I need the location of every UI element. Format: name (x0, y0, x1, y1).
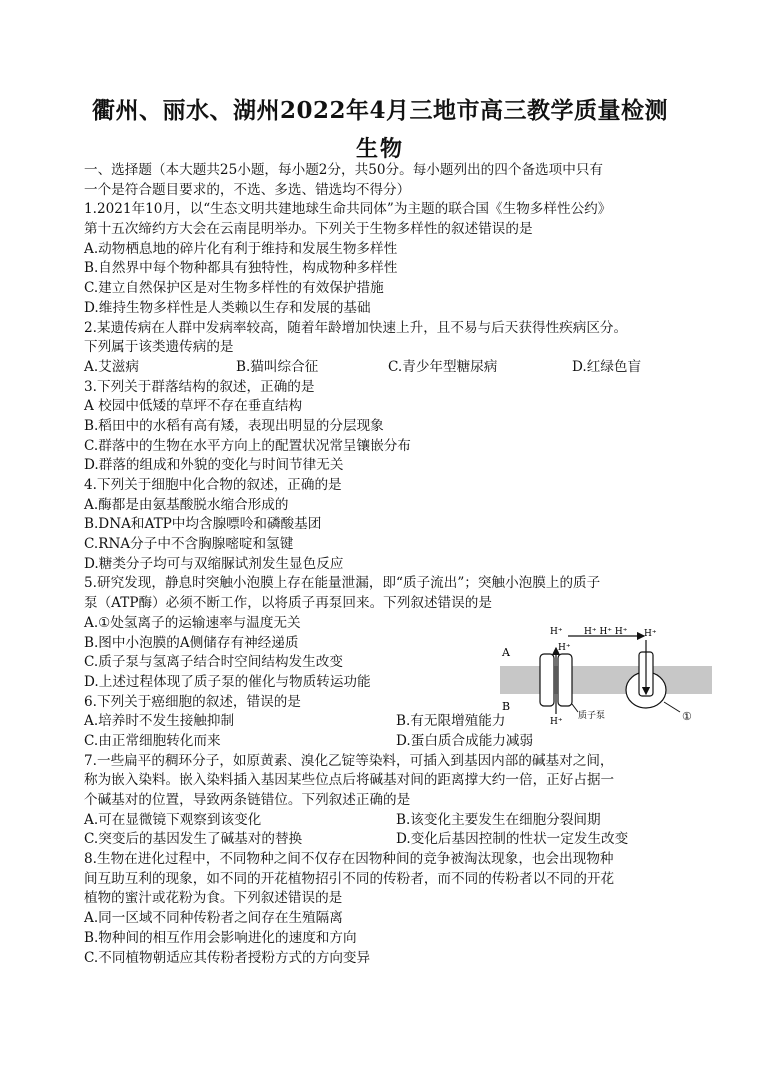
marker-leader (664, 702, 680, 712)
q1-option-c: C.建立自然保护区是对生物多样性的有效保护措施 (84, 280, 384, 297)
q7-option-b: B.该变化主要发生在细胞分裂间期 (396, 811, 601, 828)
proton-pump-left (540, 654, 554, 706)
q2-stem: 2.某遗传病在人群中发病率较高，随着年龄增加快速上升，且不易与后天获得性疾病区分。 (84, 319, 628, 336)
q5-stem: 5.研究发现，静息时突触小泡膜上存在能量泄漏，即“质子流出”；突触小泡膜上的质子 (84, 575, 601, 592)
vesicle-membrane (500, 666, 712, 694)
q3-option-c: C.群落中的生物在水平方向上的配置状况常呈镶嵌分布 (84, 437, 411, 454)
q2-option-b: B.猫叫综合征 (236, 358, 319, 375)
q6-stem: 6.下列关于癌细胞的叙述，错误的是 (84, 693, 301, 710)
section-heading: 一、选择题（本大题共25小题，每小题2分，共50分。每小题列出的四个备选项中只有 (84, 162, 604, 178)
q2-options (84, 358, 716, 378)
q8-stem: 8.生物在进化过程中，不同物种之间不仅存在因物种间的竞争被淘汰现象，也会出现物种 (84, 851, 614, 868)
q8-stem-cont: 间互助互利的现象，如不同的开花植物招引不同的传粉者，而不同的传粉者以不同的开花 (84, 870, 615, 887)
q7-options-row1 (84, 811, 716, 831)
h-ion-pump-label: H⁺ (558, 643, 571, 653)
q1-option-d: D.维持生物多样性是人类赖以生存和发展的基础 (84, 299, 371, 316)
q3-stem: 3.下列关于群落结构的叙述，正确的是 (84, 378, 315, 395)
q1-stem-cont: 第十五次缔约方大会在云南昆明举办。下列关于生物多样性的叙述错误的是 (84, 221, 533, 238)
q2-option-a: A.艾滋病 (84, 358, 139, 375)
q3-option-a: A 校园中低矮的草坪不存在垂直结构 (84, 398, 303, 415)
exam-body (84, 161, 716, 968)
marker-one-label: ① (682, 710, 692, 723)
q7-stem-cont2: 个碱基对的位置，导致两条链错位。下列叙述正确的是 (84, 792, 411, 808)
q8-option-c: C.不同植物朝适应其传粉者授粉方式的方向变异 (84, 949, 371, 966)
q7-stem: 7.一些扁平的稠环分子，如原黄素、溴化乙锭等染料，可插入到基因内部的碱基对之间， (84, 752, 614, 769)
q6-option-d: D.蛋白质合成能力减弱 (396, 732, 534, 749)
h-ion-bottom-label: H⁺ (550, 717, 563, 724)
h-ion-right-label: H⁺ (644, 629, 657, 639)
q4-option-d: D.糖类分子均可与双缩脲试剂发生显色反应 (84, 555, 344, 572)
q6-options-row2 (84, 732, 716, 752)
exam-title: 衢州、丽水、湖州2022年4月三地市高三教学质量检测 (91, 97, 669, 124)
h-ion-row-label: H⁺ H⁺ H⁺ (584, 627, 628, 637)
q7-stem-cont: 称为嵌入染料。嵌入染料插入基因某些位点后将碱基对间的距离撑大约一倍，正好占据一 (84, 772, 615, 789)
proton-pump-diagram (498, 624, 714, 724)
q7-option-a: A.可在显微镜下观察到该变化 (84, 811, 262, 828)
q3-option-b: B.稻田中的水稻有高有矮，表现出明显的分层现象 (84, 417, 384, 434)
q5-option-d: D.上述过程体现了质子泵的催化与物质转运功能 (84, 673, 371, 690)
q5-option-a: A.①处氢离子的运输速率与温度无关 (84, 614, 301, 631)
q2-option-c: C.青少年型糖尿病 (388, 358, 498, 375)
proton-pump-label: 质子泵 (578, 711, 606, 721)
q8-option-a: A.同一区域不同种传粉者之间存在生殖隔离 (84, 910, 343, 927)
q4-option-b: B.DNA和ATP中均含腺嘌呤和磷酸基团 (84, 516, 322, 533)
q4-stem: 4.下列关于细胞中化合物的叙述，正确的是 (84, 477, 342, 493)
section-heading-cont: 一个是符合题目要求的，不选、多选、错选均不得分） (84, 181, 411, 198)
q2-option-d: D.红绿色盲 (572, 358, 642, 375)
q2-stem-cont: 下列属于该类遗传病的是 (84, 339, 234, 356)
q6-option-b: B.有无限增殖能力 (396, 713, 506, 730)
q1-stem: 1.2021年10月，以“生态文明共建地球生命共同体”为主题的联合国《生物多样性公约》 (84, 201, 612, 218)
q4-option-c: C.RNA分子中不含胸腺嘧啶和氢键 (84, 536, 294, 553)
q4-option-a: A.酶都是由氨基酸脱水缩合形成的 (84, 496, 289, 513)
q5-option-c: C.质子泵与氢离子结合时空间结构发生改变 (84, 654, 343, 671)
subject-title: 生物 (355, 136, 404, 162)
q7-option-d: D.变化后基因控制的性状一定发生改变 (396, 831, 629, 848)
q6-option-a: A.培养时不发生接触抑制 (84, 713, 235, 730)
q7-options-row2 (84, 830, 716, 850)
h-ion-top-label: H⁺ (550, 627, 563, 637)
q7-option-c: C.突变后的基因发生了碱基对的替换 (84, 831, 303, 848)
q8-option-b: B.物种间的相互作用会影响进化的速度和方向 (84, 929, 357, 946)
q1-option-a: A.动物栖息地的碎片化有利于维持和发展生物多样性 (84, 240, 398, 257)
q5-option-b: B.图中小泡膜的A侧储存有神经递质 (84, 634, 299, 651)
proton-pump-right (558, 654, 572, 706)
q5-stem-cont: 泵（ATP酶）必须不断工作，以将质子再泵回来。下列叙述错误的是 (84, 595, 492, 612)
q6-option-c: C.由正常细胞转化而来 (84, 732, 221, 749)
q8-stem-cont2: 植物的蜜汁或花粉为食。下列叙述错误的是 (84, 890, 343, 907)
q1-option-b: B.自然界中每个物种都具有独特性，构成物种多样性 (84, 260, 398, 277)
side-b-label: B (502, 700, 511, 713)
q3-option-d: D.群落的组成和外貌的变化与时间节律无关 (84, 457, 344, 474)
side-a-label: A (502, 646, 510, 659)
